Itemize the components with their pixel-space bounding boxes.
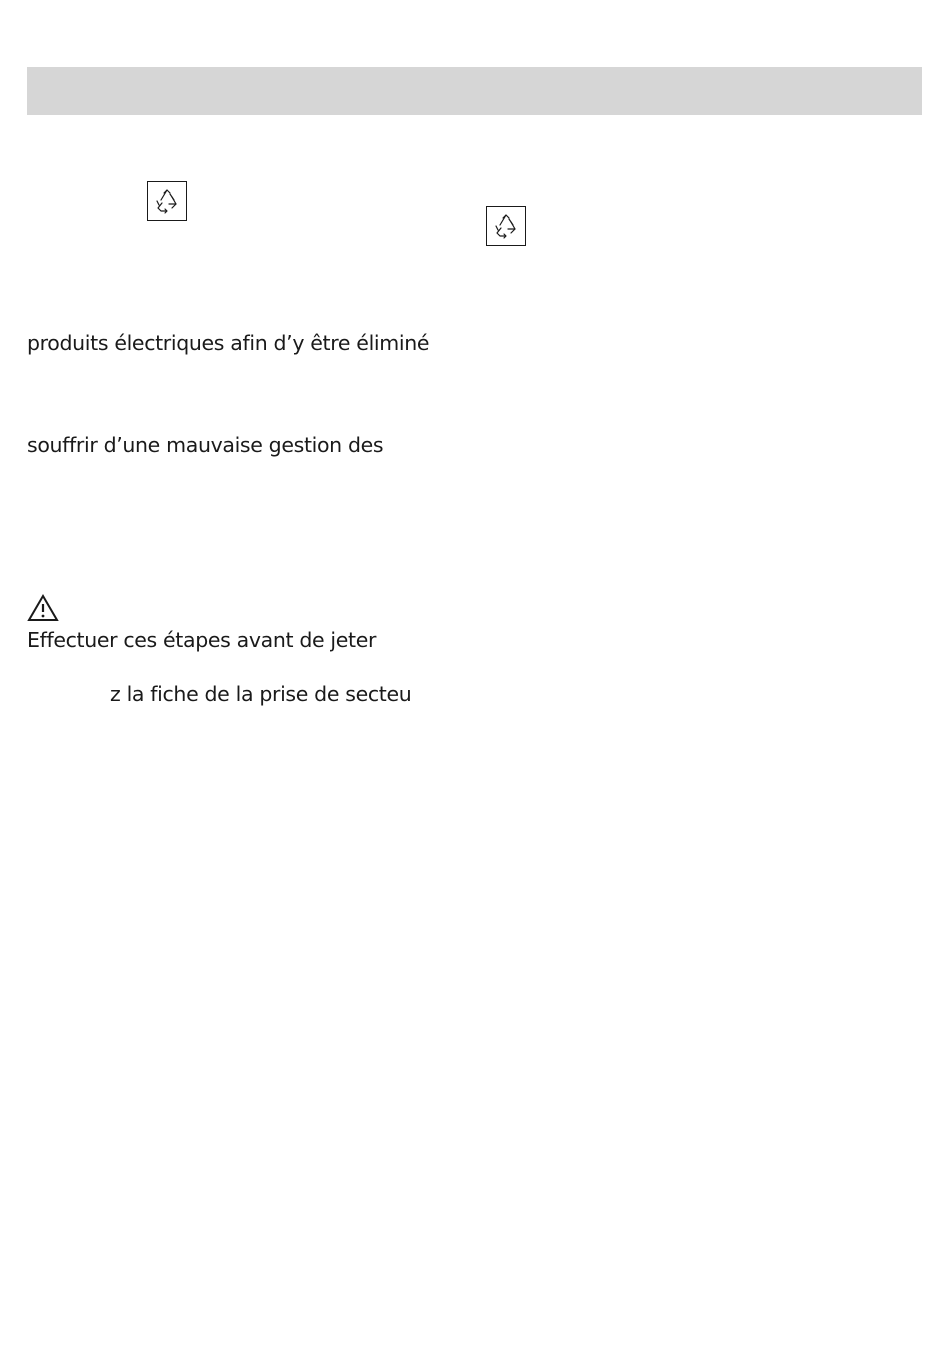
warning-triangle-icon [27, 594, 59, 622]
section-header-bar [27, 67, 922, 115]
recycle-icon [486, 206, 526, 246]
body-text-line: souffrir d’une mauvaise gestion des [27, 433, 384, 457]
recycle-icon [147, 181, 187, 221]
body-text-line: produits électriques afin d’y être éliminé [27, 331, 430, 355]
body-text-line: Effectuer ces étapes avant de jeter [27, 628, 377, 652]
body-text-line: z la fiche de la prise de secteu [110, 682, 412, 706]
